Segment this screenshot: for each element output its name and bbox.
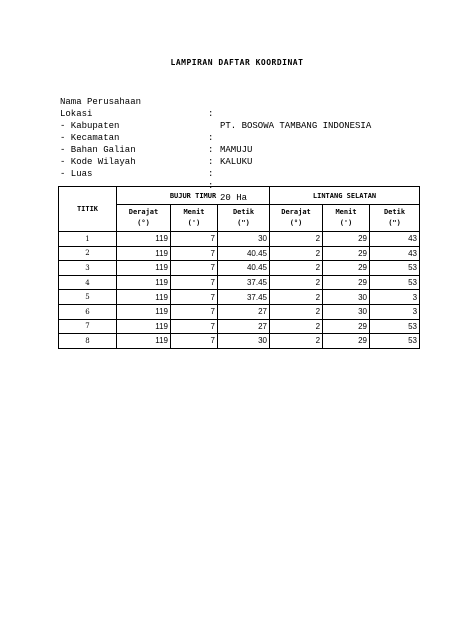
bujur-timur-header: BUJUR TIMUR: [117, 187, 270, 205]
bujur-menit-header: [171, 205, 218, 232]
location-row: [60, 96, 93, 119]
table-cell: 119: [117, 246, 171, 261]
table-cell: 40.45: [218, 261, 270, 276]
table-cell: 53: [370, 319, 420, 334]
table-cell: 29: [323, 275, 370, 290]
subheader-name: Derajat: [281, 208, 311, 216]
table-cell: 30: [323, 304, 370, 319]
table-cell: 119: [117, 334, 171, 349]
subheader-unit: ('): [187, 219, 201, 227]
company-label: Nama Perusahaan: [60, 97, 142, 107]
table-cell: 29: [323, 319, 370, 334]
table-cell: 27: [218, 319, 270, 334]
subheader-name: Menit: [335, 208, 357, 216]
table-row: [59, 334, 420, 349]
subheader-name: Detik: [232, 208, 255, 216]
table-row: [59, 232, 420, 247]
colon: :: [208, 109, 214, 119]
table-row: [59, 275, 420, 290]
table-cell: 119: [117, 275, 171, 290]
table-cell: 7: [171, 232, 218, 247]
luas-label: - Luas: [60, 169, 93, 179]
titik-number: 2: [59, 246, 117, 261]
subheader-name: Menit: [183, 208, 205, 216]
table-cell: 7: [171, 290, 218, 305]
table-cell: 3: [370, 304, 420, 319]
table-cell: 7: [171, 275, 218, 290]
table-cell: 7: [171, 304, 218, 319]
kabupaten-label: - Kabupaten: [60, 121, 120, 131]
titik-number: 5: [59, 290, 117, 305]
colon: :: [208, 181, 214, 191]
table-cell: 119: [117, 290, 171, 305]
table-cell: 7: [171, 246, 218, 261]
table-cell: 29: [323, 246, 370, 261]
table-cell: 2: [270, 261, 323, 276]
table-cell: 7: [171, 261, 218, 276]
table-cell: 2: [270, 319, 323, 334]
bujur-derajat-header: [117, 205, 171, 232]
table-cell: 2: [270, 275, 323, 290]
kecamatan-label: - Kecamatan: [60, 133, 120, 143]
table-cell: 119: [117, 232, 171, 247]
table-cell: 29: [323, 261, 370, 276]
titik-number: 4: [59, 275, 117, 290]
table-cell: 2: [270, 290, 323, 305]
titik-number: 8: [59, 334, 117, 349]
lintang-detik-header: [370, 205, 420, 232]
table-cell: 29: [323, 232, 370, 247]
subheader-unit: ("): [237, 219, 250, 227]
colon: :: [208, 157, 214, 167]
table-row: [59, 290, 420, 305]
lintang-selatan-header: LINTANG SELATAN: [270, 187, 420, 205]
table-cell: 7: [171, 334, 218, 349]
table-row: [59, 304, 420, 319]
subheader-name: Detik: [383, 208, 406, 216]
table-row: [59, 261, 420, 276]
table-header-group-row: [59, 187, 420, 205]
table-row: [59, 246, 420, 261]
titik-number: 6: [59, 304, 117, 319]
table-cell: 2: [270, 304, 323, 319]
table-cell: 30: [218, 334, 270, 349]
table-cell: 2: [270, 232, 323, 247]
table-cell: 53: [370, 261, 420, 276]
location-label: Lokasi: [60, 109, 93, 119]
table-cell: 3: [370, 290, 420, 305]
table-cell: 119: [117, 304, 171, 319]
subheader-unit: (°): [137, 219, 150, 227]
table-cell: 37.45: [218, 275, 270, 290]
table-cell: 27: [218, 304, 270, 319]
table-cell: 53: [370, 334, 420, 349]
kecamatan-value: KALUKU: [220, 157, 253, 167]
colon: :: [208, 145, 214, 155]
table-cell: 2: [270, 334, 323, 349]
kabupaten-value: MAMUJU: [220, 145, 253, 155]
luas-value: 20 Ha: [220, 193, 248, 203]
table-cell: 30: [323, 290, 370, 305]
titik-number: 1: [59, 232, 117, 247]
company-value: PT. BOSOWA TAMBANG INDONESIA: [220, 121, 372, 131]
lintang-menit-header: [323, 205, 370, 232]
colon: :: [208, 169, 214, 179]
table-cell: 2: [270, 246, 323, 261]
table-cell: 37.45: [218, 290, 270, 305]
table-row: [59, 319, 420, 334]
bujur-detik-header: [218, 205, 270, 232]
table-cell: 119: [117, 261, 171, 276]
table-cell: 7: [171, 319, 218, 334]
colon: :: [208, 133, 214, 143]
table-cell: 40.45: [218, 246, 270, 261]
table-cell: 30: [218, 232, 270, 247]
titik-number: 3: [59, 261, 117, 276]
document-title: LAMPIRAN DAFTAR KOORDINAT: [170, 58, 304, 67]
kode-wilayah-label: - Kode Wilayah: [60, 157, 136, 167]
table-cell: 43: [370, 232, 420, 247]
subheader-unit: ('): [339, 219, 353, 227]
coordinate-table-body: [59, 232, 420, 349]
subheader-unit: ("): [388, 219, 401, 227]
table-cell: 53: [370, 275, 420, 290]
titik-header: TITIK: [59, 187, 117, 232]
table-cell: 29: [323, 334, 370, 349]
coordinate-table: [58, 186, 420, 349]
subheader-unit: (°): [289, 219, 303, 227]
bahan-galian-label: - Bahan Galian: [60, 145, 136, 155]
table-cell: 43: [370, 246, 420, 261]
table-cell: 119: [117, 319, 171, 334]
lintang-derajat-header: [270, 205, 323, 232]
titik-number: 7: [59, 319, 117, 334]
subheader-name: Derajat: [128, 208, 159, 216]
